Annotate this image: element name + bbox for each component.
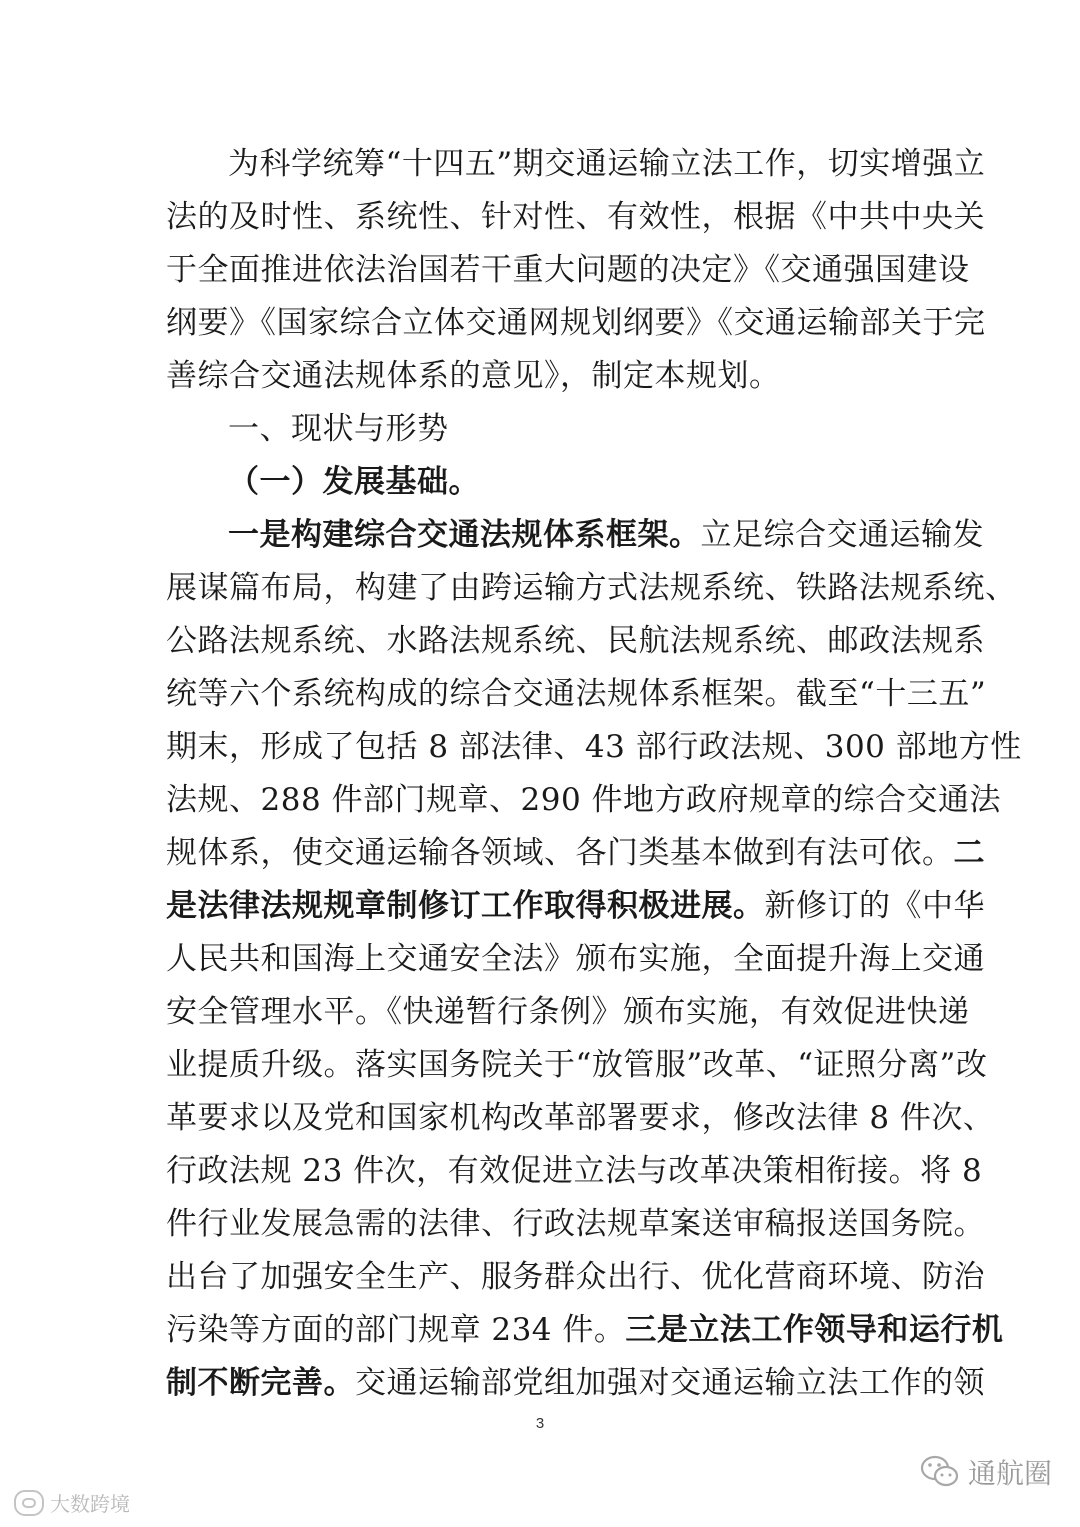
- body-line: [166, 1304, 1004, 1357]
- body-line: [166, 1357, 985, 1410]
- body-line: 件行业发展急需的法律、行政法规草案送审稿报送国务院。: [166, 1206, 985, 1242]
- body-line: 安全管理水平。《快递暂行条例》颁布实施，有效促进快递: [166, 994, 970, 1030]
- subsection-heading: （一）发展基础。: [228, 464, 480, 500]
- bold-phrase: 二: [953, 835, 985, 871]
- watermark-right-text: 通航圈: [967, 1457, 1052, 1490]
- body-line: [166, 827, 985, 880]
- body-line: 法规、288 件部门规章、290 件地方政府规章的综合交通法: [166, 782, 1002, 818]
- paragraph-line: 法的及时性、系统性、针对性、有效性，根据《中共中央关: [166, 199, 985, 235]
- body-text: 污染等方面的部门规章 234 件。: [166, 1312, 626, 1348]
- body-text: 立足综合交通运输发: [700, 517, 984, 553]
- watermark-right: [920, 1452, 1052, 1492]
- paragraph-line: 善综合交通法规体系的意见》，制定本规划。: [166, 358, 781, 394]
- bold-phrase: 一是构建综合交通法规体系框架。: [228, 517, 701, 553]
- watermark-left: [14, 1488, 130, 1517]
- page-number: 3: [535, 1415, 545, 1432]
- body-line: 人民共和国海上交通安全法》颁布实施，全面提升海上交通: [166, 941, 985, 977]
- body-text: 新修订的《中华: [764, 888, 985, 924]
- wechat-icon: [920, 1455, 960, 1489]
- body-text: 规体系，使交通运输各领域、各门类基本做到有法可依。: [166, 835, 954, 871]
- body-line: 展谋篇布局，构建了由跨运输方式法规系统、铁路法规系统、: [166, 570, 1017, 606]
- body-line: 革要求以及党和国家机构改革部署要求，修改法律 8 件次、: [166, 1100, 995, 1136]
- bold-phrase: 制不断完善。: [166, 1365, 355, 1401]
- watermark-logo-icon: [14, 1490, 44, 1516]
- watermark-left-text: 大数跨境: [50, 1492, 130, 1516]
- bold-phrase: 三是立法工作领导和运行机: [625, 1312, 1004, 1348]
- document-body: [166, 138, 1022, 1410]
- body-line: [166, 509, 984, 562]
- body-line: 出台了加强安全生产、服务群众出行、优化营商环境、防治: [166, 1259, 985, 1295]
- body-text: 交通运输部党组加强对交通运输立法工作的领: [355, 1365, 985, 1401]
- body-line: [166, 880, 985, 933]
- body-line: 统等六个系统构成的综合交通法规体系框架。截至“十三五”: [166, 676, 987, 712]
- body-line: 行政法规 23 件次，有效促进立法与改革决策相衔接。将 8: [166, 1153, 983, 1189]
- paragraph-line: 于全面推进依法治国若干重大问题的决定》《交通强国建设: [166, 252, 970, 288]
- section-heading: 一、现状与形势: [228, 411, 449, 447]
- body-line: 业提质升级。落实国务院关于“放管服”改革、“证照分离”改: [166, 1047, 988, 1083]
- paragraph-line: 为科学统筹“十四五”期交通运输立法工作，切实增强立: [228, 146, 986, 182]
- bold-phrase: 是法律法规规章制修订工作取得积极进展。: [166, 888, 765, 924]
- body-line: 期末，形成了包括 8 部法律、43 部行政法规、300 部地方性: [166, 729, 1022, 765]
- paragraph-line: 纲要》《国家综合立体交通网规划纲要》《交通运输部关于完: [166, 305, 986, 341]
- body-line: 公路法规系统、水路法规系统、民航法规系统、邮政法规系: [166, 623, 985, 659]
